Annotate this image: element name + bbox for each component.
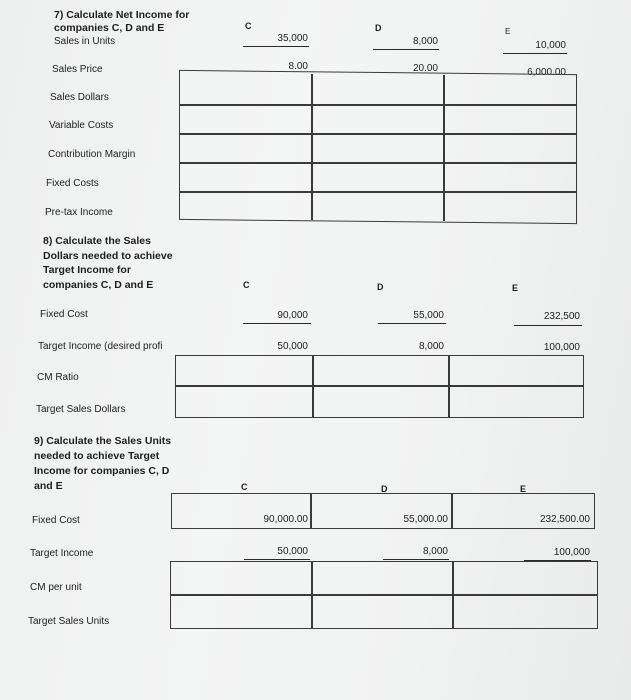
section8-heading-line3: Target Income for (43, 264, 131, 276)
section7-heading (54, 9, 189, 35)
section9-heading-line3: Income for companies C, D (34, 465, 170, 477)
row-label-fixed-costs: Fixed Costs (46, 178, 99, 189)
section7-grid-row-line-2 (179, 133, 577, 135)
section8-target-c: 50,000 (277, 341, 308, 352)
section9-heading (34, 434, 171, 494)
section8-col-header-e: E (512, 283, 519, 293)
section8-fixed-d-underline (378, 323, 446, 324)
section9-fixed-d: 55,000.00 (403, 514, 448, 525)
section9-target-e: 100,000 (553, 547, 590, 558)
section8-fixed-c-underline (243, 323, 311, 324)
section7-col-header-c: C (245, 21, 252, 31)
section8-target-d: 8,000 (418, 341, 444, 352)
row-label-target-sales-dollars: Target Sales Dollars (36, 404, 126, 415)
row-label-sales-units: Sales in Units (54, 36, 116, 47)
section7-col-header-e: E (505, 27, 511, 36)
row-label-cm-per-unit: CM per unit (30, 582, 82, 593)
section8-heading-line4: companies C, D and E (43, 278, 154, 291)
section8-heading-line2: Dollars needed to achieve (43, 249, 173, 262)
section9-heading-line1: 9) Calculate the Sales Units (34, 435, 172, 447)
section7-grid-row-line-3 (179, 162, 577, 164)
row-label-target-sales-units: Target Sales Units (28, 616, 110, 627)
section8-grid-border (175, 355, 584, 418)
section7-units-d: 8,000 (412, 36, 438, 47)
section7-units-c-underline (243, 46, 309, 47)
section8-fixed-e-underline (514, 325, 582, 326)
section7-price-c: 8.00 (288, 61, 308, 72)
section7-col-header-d: D (375, 23, 382, 33)
row-label-pretax-income: Pre-tax Income (45, 207, 113, 218)
section9-heading-line4: and E (34, 480, 63, 492)
section9-col-header-c: C (241, 482, 248, 492)
section8-target-e: 100,000 (543, 342, 580, 353)
section8-grid-divider-cd (312, 355, 314, 418)
section9-target-d: 8,000 (422, 546, 448, 557)
section7-units-e-underline (503, 53, 567, 54)
section8-fixed-c: 90,000 (277, 310, 308, 321)
section7-heading-line2: companies C, D and E (54, 22, 165, 34)
row-label-target-income-8: Target Income (desired profi (38, 341, 163, 352)
row-label-fixed-cost-8: Fixed Cost (40, 309, 88, 320)
row-label-sales-price: Sales Price (52, 64, 103, 75)
section9-fixed-c: 90,000.00 (263, 514, 308, 525)
section8-grid-divider-de (448, 355, 450, 418)
section9-heading-line2: needed to achieve Target (34, 450, 160, 462)
section8-col-header-d: D (377, 282, 384, 292)
section7-grid-divider-cd (311, 74, 313, 220)
section7-heading-line1: 7) Calculate Net Income for (54, 9, 190, 21)
section8-heading-line1: 8) Calculate the Sales (43, 235, 151, 247)
section8-grid-row-line-1 (175, 385, 584, 387)
section9-target-c-underline (244, 559, 310, 560)
section9-col-header-d: D (381, 484, 388, 494)
section8-heading (43, 234, 173, 292)
row-label-target-income-9: Target Income (30, 548, 94, 559)
section7-units-c: 35,000 (277, 33, 308, 44)
section7-grid-divider-de (443, 75, 445, 221)
section8-col-header-c: C (243, 280, 250, 290)
section9-grid-row-line-1 (170, 594, 598, 596)
section9-target-c: 50,000 (277, 546, 308, 557)
row-label-fixed-cost-9: Fixed Cost (32, 515, 80, 526)
row-label-variable-costs: Variable Costs (49, 120, 114, 131)
section8-fixed-e: 232,500 (543, 311, 580, 322)
section7-units-e: 10,000 (535, 40, 566, 51)
section9-target-d-underline (383, 559, 449, 560)
section7-price-e: 6,000.00 (527, 67, 566, 78)
section7-grid-row-line-1 (179, 104, 577, 106)
row-label-sales-dollars: Sales Dollars (50, 92, 109, 103)
section9-fixed-e: 232,500.00 (539, 514, 590, 525)
section8-fixed-d: 55,000 (413, 310, 444, 321)
section7-price-d: 20.00 (412, 63, 438, 74)
section7-grid-border (179, 70, 577, 224)
row-label-cm-ratio: CM Ratio (37, 372, 79, 383)
section9-col-header-e: E (520, 484, 527, 494)
section7-grid-row-line-4 (179, 191, 577, 193)
section7-units-d-underline (373, 49, 439, 50)
row-label-contribution-margin: Contribution Margin (48, 149, 136, 160)
